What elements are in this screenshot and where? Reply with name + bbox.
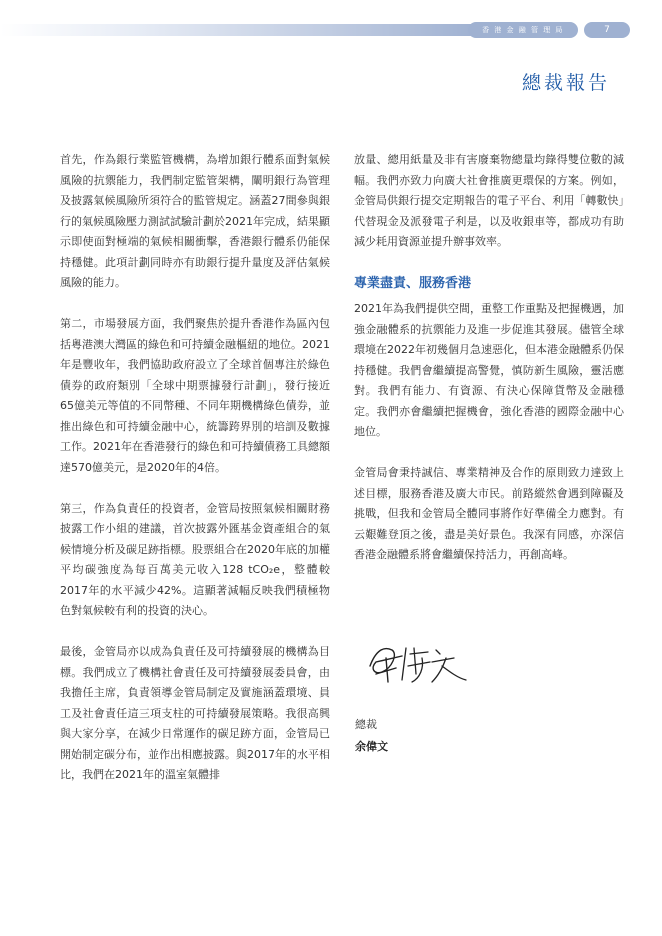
sub-heading: 專業盡責、服務香港 [354,276,472,291]
paragraph: 放量、總用紙量及非有害廢棄物總量均錄得雙位數的減幅。我們亦致力向廣大社會推廣更環保的方案。例如，金管局供銀行提交定期報告的電子平台、利用「轉數快」代替現金及派發電子利是，以及收銀車等，都成功有助減少耗用資源並提升辦事效率。 [354,153,624,248]
paragraph: 最後，金管局亦以成為負責任及可持續發展的機構為目標。我們成立了機構社會責任及可持續發展委員會，由我擔任主席，負責領導金管局制定及實施涵蓋環境、員工及社會責任這三項支柱的可持續發展策略。我很高興與大家分享，在減少日常運作的碳足跡方面，金管局已開始制定碳分布，並作出相應披露。與2017年的水平相比，我們在2021年的溫室氣體排 [60,645,330,781]
section-title: 總裁報告 [521,72,610,94]
signatory-name: 余偉文 [355,740,388,753]
left-column [60,150,330,806]
paragraph: 第二，市場發展方面，我們聚焦於提升香港作為區內包括粵港澳大灣區的綠色和可持續金融樞紐的地位。2021年是豐收年，我們協助政府設立了全球首個專注於綠色債券的政府類別「全球中期票據發行計劃」，發行接近65億美元等值的不同幣種、不同年期機構綠色債券，並推出綠色和可持續金融中心，統籌跨界別的培訓及數據工作。2021年在香港發行的綠色和可持續債務工具總額達570億美元，是2020年的4倍。 [60,317,330,474]
page-number: 7 [584,22,630,38]
paragraph: 金管局會秉持誠信、專業精神及合作的原則致力達致上述目標，服務香港及廣大市民。前路縱然會遇到障礙及挑戰，但我和金管局全體同事將作好準備全力應對。有云艱難登頂之後，盡是美好景色。我深有同感，亦深信香港金融體系將會繼續保持活力，再創高峰。 [354,466,624,561]
paragraph: 第三，作為負責任的投資者，金管局按照氣候相關財務披露工作小組的建議，首次披露外匯基金資產組合的氣候情境分析及碳足跡指標。股票組合在2020年底的加權平均碳強度為每百萬美元收入128 tCO₂e，整體較2017年的水平減少42%。這顯著減幅反映我們積極物色對氣候較有利的投資的決心。 [60,501,330,617]
signatory-role: 總裁 [355,718,377,731]
signature-image [362,628,472,688]
paragraph: 首先，作為銀行業監管機構，為增加銀行體系面對氣候風險的抗禦能力，我們制定監管架構，闡明銀行為管理及披露氣候風險所須符合的監管規定。涵蓋27間參與銀行的氣候風險壓力測試試驗計劃於2021年完成，結果顯示即使面對極端的氣候相關衝擊，香港銀行體系仍能保持穩健。此項計劃同時亦有助銀行提升量度及評估氣候風險的能力。 [60,153,330,289]
paragraph: 2021年為我們提供空間，重整工作重點及把握機遇，加強金融體系的抗禦能力及進一步促進其發展。儘管全球環境在2022年初幾個月急速惡化，但本港金融體系仍保持穩健。我們會繼續提高警覺，慎防新生風險，靈活應對。我們有能力、有資源、有決心保障貨幣及金融穩定。我們亦會繼續把握機會，強化香港的國際金融中心地位。 [354,302,624,438]
header-org-name: 香 港 金 融 管 理 局 [468,22,578,38]
right-column [354,150,624,586]
